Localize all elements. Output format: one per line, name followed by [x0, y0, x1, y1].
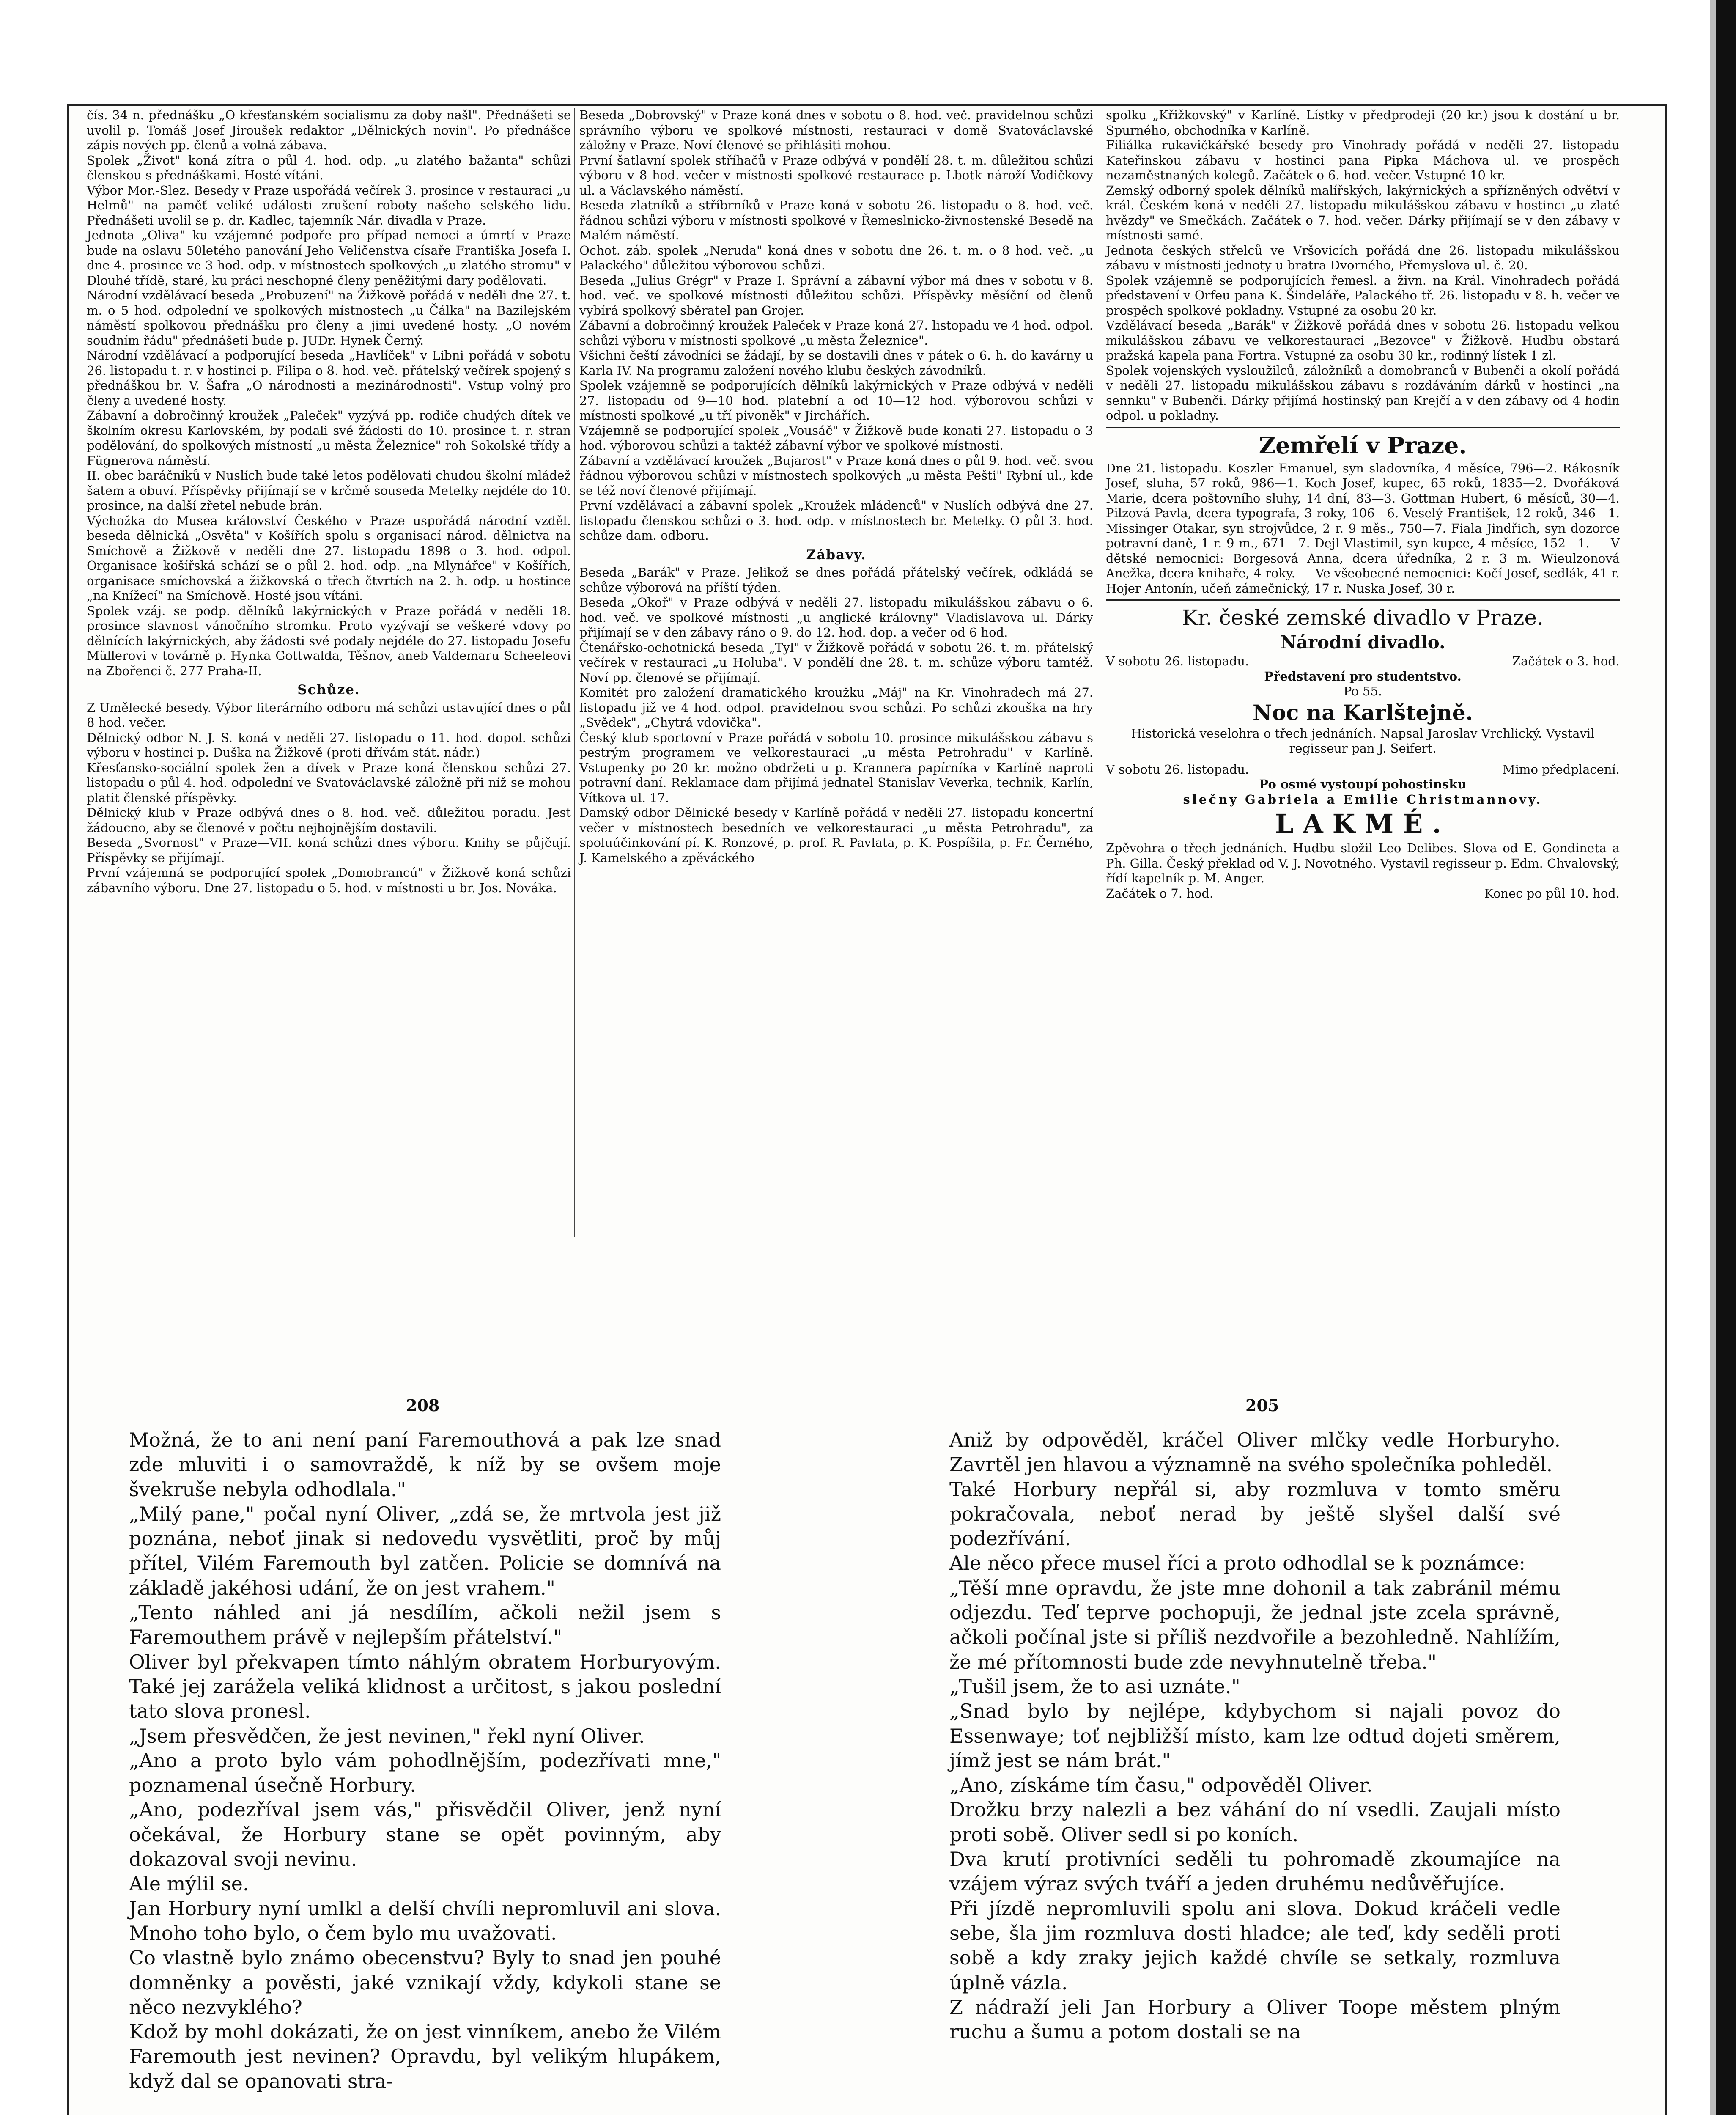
performance-1-note: Představení pro studentstvo. [1264, 669, 1462, 684]
performance-1-date: V sobotu 26. listopadu. [1106, 654, 1249, 668]
performance-2-note: Po osmé vystoupí pohostinsku [1259, 777, 1467, 791]
novel-paragraph: „Těší mne opravdu, že jste mne dohonil a tak zabránil mému odjezdu. Teď teprve pochopuji, že jednal jste zcela správně, ačkoli počínal jste si příliš nezdvořile a bezohledně. Nahlížím, že mé přítomnosti bude zde nevyhnutelně třeba." [949, 1576, 1560, 1673]
notice: Spolek vzáj. se podp. dělníků lakýrnických v Praze pořádá v neděli 18. prosince slavnost vánočního stromku. Proto vyzývají se veškeré vdovy po dělnících lakýrnických, aby žádosti své podaly nejdéle do 27. listopadu Josefu Müllerovi v továrně p. Hynka Gottwalda, Těšnov, aneb Valdemaru Scheeleovi na Zbořenci č. 277 Praha-II. [87, 603, 571, 678]
novel-paragraph: Aniž by odpověděl, kráčel Oliver mlčky vedle Horburyho. Zavrtěl jen hlavou a významně na svého společníka pohleděl. [949, 1428, 1560, 1476]
novel-paragraph: „Ano a proto bylo vám pohodlnějším, podezřívati mne," poznamenal úsečně Horbury. [129, 1749, 721, 1797]
performance-1-start: Začátek o 3. hod. [1512, 654, 1620, 668]
notices-column-1 [87, 108, 571, 895]
notice: Zábavní a dobročinný kroužek Paleček v Praze koná 27. listopadu ve 4 hod. odpol. schůzi výboru v místnosti spolkové „u města Železnice". [579, 318, 1093, 348]
notice: Národní vzdělávací a podporující beseda „Havlíček" v Libni pořádá v sobotu 26. listopadu t. r. v hostinci p. Filipa o 8. hod. več. přátelský večírek spojený s přednáškou br. V. Šafra „O národnosti a mezinárodnosti". Vstup volný pro členy a uvedené hosty. [87, 348, 571, 408]
performance-1-number: Po 55. [1343, 684, 1382, 698]
theatre-title: Kr. české zemské divadlo v Praze. [1182, 605, 1544, 630]
notice: Český klub sportovní v Praze pořádá v sobotu 10. prosince mikulášskou zábavu s pestrým programem ve velkorestauraci „u města Petrohradu" v Karlíně. Vstupenky po 20 kr. možno obdržeti u p. Krannera papírníka v Karlíně naproti potravní daní. Reklamace dam přijímá jednatel Stanislav Veverka, technik, Karlín, Vítkova ul. 17. [579, 730, 1093, 805]
performance-2-start: Začátek o 7. hod. [1106, 886, 1214, 901]
performance-2-description: Zpěvohra o třech jednáních. Hudbu složil Leo Delibes. Slova od E. Gondineta a Ph. Gilla. Český překlad od V. J. Novotného. Vystavil regisseur p. Edm. Chvalovský, řídí kapelník p. M. Anger. [1106, 841, 1620, 885]
novel-paragraph: Ale něco přece musel říci a proto odhodlal se k poznámce: [949, 1552, 1526, 1575]
novel-paragraph: „Tento náhled ani já nesdílím, ačkoli nežil jsem s Faremouthem právě v nejlepším přátelství." [129, 1601, 721, 1649]
notice: Zábavní a vzdělávací kroužek „Bujarost" v Praze koná dnes o půl 9. hod. več. svou řádnou výborovou schůzi v místnostech spolkových „u města Pešti" Rybní ul., kde se též noví členové přijímají. [579, 453, 1093, 498]
notice: Spolek vzájemně se podporujících dělníků lakýrnických v Praze odbývá v neděli 27. listopadu od 9—10 hod. platební a od 10—12 hod. výborovou schůzi v místnosti spolkové „u tří pivoněk" v Jirchářích. [579, 378, 1093, 423]
page-number-left: 208 [406, 1396, 440, 1415]
notices-column-3 [1106, 108, 1620, 901]
notices-column-2 [579, 108, 1093, 865]
notice: Vzdělávací beseda „Barák" v Žižkově pořádá dnes v sobotu 26. listopadu velkou mikulášskou zábavu ve velkorestauraci „Bezovce" v Žižkově. Hudbu obstará pražská kapela pana Fortra. Vstupné za osobu 30 kr., rodinný lístek 1 zl. [1106, 318, 1620, 363]
notice: II. obec baráčníků v Nuslích bude také letos podělovati chudou školní mládež šatem a obuví. Příspěvky přijímají se v krčmě souseda Metelky nejdéle do 10. prosince, na další zřetel nebude brán. [87, 468, 571, 513]
performance-2-times [1106, 886, 1620, 901]
scan-edge-dark [1716, 0, 1736, 2115]
notice: Zábavní a dobročinný kroužek „Paleček" vyzývá pp. rodiče chudých dítek ve školním okresu Karlovském, by podali své žádosti do 10. prosince t. r. stran podělování, do spolkových místností „u města Železnice" roh Sokolské třídy a Fügnerova náměstí. [87, 408, 571, 468]
notice: Vzájemně se podporující spolek „Vousáč" v Žižkově bude konati 27. listopadu o 3 hod. výborovou schůzi a taktéž zábavní výbor ve spolkové místnosti. [579, 423, 1093, 453]
notice: Zemský odborný spolek dělníků malířských, lakýrnických a spřízněných odvětví v král. Českém koná v neděli 27. listopadu mikulášskou zábavu v hostinci „u zlaté hvězdy" ve Smečkách. Začátek o 7. hod. večer. Dárky přijímají se v den zábavy v místnosti samé. [1106, 183, 1620, 242]
notice: Všichni čeští závodníci se žádají, by se dostavili dnes v pátek o 6. h. do kavárny u Karla IV. Na programu založení nového klubu českých závodníků. [579, 348, 1093, 378]
performance-1-line [1106, 654, 1620, 669]
novel-column-left [129, 1428, 721, 2093]
notice: Komitét pro založení dramatického kroužku „Máj" na Kr. Vinohradech má 27. listopadu již ve 4 hod. odpol. pravidelnou svou schůzi. Po schůzi zkouška na hry „Svědek", „Chytrá vdovička". [579, 685, 1093, 730]
notice: Dělnický odbor N. J. S. koná v neděli 27. listopadu o 11. hod. dopol. schůzi výboru v hostinci p. Duška na Žižkově (proti dřívám stát. nádr.) [87, 730, 571, 760]
performance-2-line [1106, 762, 1620, 777]
notice: Beseda „Okoř" v Praze odbývá v neděli 27. listopadu mikulášskou zábavu o 6. hod. več. ve spolkové místnosti „u anglické královny" Vladislavova ul. Dárky přijímají se v den zábavy ráno o 9. do 12. hod. dop. a večer od 6 hod. [579, 595, 1093, 640]
notice: Dělnický klub v Praze odbývá dnes o 8. hod. več. důležitou poradu. Jest žádoucno, aby se členové v počtu nejhojnějším dostavili. [87, 805, 571, 835]
notice: Beseda „Barák" v Praze. Jelikož se dnes pořádá přátelský večírek, odkládá se schůze výborová na příští týden. [579, 565, 1093, 595]
divider [1106, 599, 1620, 601]
notice: Spolek vojenských vysloužilců, záložníků a domobranců v Bubenči a okolí pořádá v neděli 27. listopadu mikulášskou zábavu s rozdáváním dárků v hostinci „na sennku" v Bubenči. Dárky přijímá hostinský pan Krejčí a v den zábavy od 4 hodin odpol. u pokladny. [1106, 363, 1620, 423]
novel-paragraph: „Milý pane," počal nyní Oliver, „zdá se, že mrtvola jest již poznána, neboť jinak si nedovedu vysvětliti, proč by můj přítel, Vilém Faremouth byl zatčen. Policie se domnívá na základě jakéhosi udání, že on jest vrahem." [129, 1502, 721, 1599]
novel-paragraph: „Jsem přesvědčen, že jest nevinen," řekl nyní Oliver. [129, 1724, 645, 1747]
novel-paragraph: Při jízdě nepromluvili spolu ani slova. Dokud kráčeli vedle sebe, šla jim rozmluva dosti hladce; ale teď, kdy seděli proti sobě a kdy zraky jejich každé chvíle se setkaly, rozmluva úplně vázla. [949, 1897, 1560, 1994]
theatre-subtitle: Národní divadlo. [1280, 632, 1445, 653]
notice: čís. 34 n. přednášku „O křesťanském socialismu za doby našl". Přednášeti se uvolil p. Tomáš Josef Jiroušek redaktor „Dělnických novin". Po přednášce zápis nových pp. členů a volná zábava. [87, 108, 571, 152]
notice: První vzájemná se podporující spolek „Domobrancú" v Žižkově koná schůzi zábavního výboru. Dne 27. listopadu o 5. hod. v místnosti u br. Jos. Nováka. [87, 865, 571, 895]
novel-paragraph: Kdož by mohl dokázati, že on jest vinníkem, anebo že Vilém Faremouth jest nevinen? Opravdu, byl velikým hlupákem, když dal se opanovati stra- [129, 2020, 721, 2093]
performance-2-date: V sobotu 26. listopadu. [1106, 762, 1249, 777]
notice: Beseda „Svornost" v Praze—VII. koná schůzi dnes výboru. Knihy se půjčují. Příspěvky se přijímají. [87, 835, 571, 865]
deaths-list: Dne 21. listopadu. Koszler Emanuel, syn sladovníka, 4 měsíce, 796—2. Rákosník Josef, sluha, 57 roků, 986—1. Koch Josef, kupec, 65 roků, 1835—2. Dvořáková Marie, dcera poštovního sluhy, 14 dní, 83—3. Gottman Hubert, 6 měsíců, 30—4. Pilzová Pavla, dcera typografa, 3 roky, 106—6. Veselý František, 12 roků, 346—1. Missinger Otakar, syn strojvůdce, 2 r. 9 měs., 750—7. Fiala Jindřich, syn dozorce potravní daně, 1 r. 9 m., 671—7. Dejl Vlastimil, syn kupce, 4 měsíce, 152—1. — V dětské nemocnici: Borgesová Anna, dcera úředníka, 2 r. 3 m. Wieulzonová Anežka, dcera knihaře, 4 roky. — Ve všeobecné nemocnici: Kočí Josef, sedlák, 41 r. Hojer Antonín, učeň zámečnický, 17 r. Nuska Josef, 30 r. [1106, 461, 1620, 596]
notice: Křesťansko-sociální spolek žen a dívek v Praze koná členskou schůzi 27. listopadu o půl 4. hod. odpolední ve Svatováclavské záložně při níž se mohou platit členské příspěvky. [87, 760, 571, 805]
notice: Spolek „Život" koná zítra o půl 4. hod. odp. „u zlatého bažanta" schůzi členskou s přednáškami. Hosté vítáni. [87, 153, 571, 182]
column-rule [574, 108, 575, 1237]
notice: Beseda zlatníků a stříbrníků v Praze koná v sobotu 26. listopadu o 8. hod. več. řádnou schůzi výboru v místnosti spolkové v Řemeslnicko-živnostenské Besedě na Malém náměstí. [579, 198, 1093, 242]
performance-2-guests: slečny Gabriela a Emilie Christmannovy. [1183, 792, 1543, 807]
novel-paragraph: Také Horbury nepřál si, aby rozmluva v tomto směru pokračovala, neboť nerad by ještě slyšel další své podezřívání. [949, 1478, 1560, 1550]
novel-paragraph: „Ano, získáme tím času," odpověděl Oliver. [949, 1774, 1373, 1797]
novel-paragraph: „Ano, podezříval jsem vás," přisvědčil Oliver, jenž nyní očekával, že Horbury stane se opět povinným, aby dokazoval svoji nevinu. [129, 1798, 721, 1871]
notice: Beseda „Dobrovský" v Praze koná dnes v sobotu o 8. hod. več. pravidelnou schůzi správního výboru ve spolkové místnosti, restauraci v domě Svatováclavské záložny v Praze. Noví členové se přihlásiti mohou. [579, 108, 1093, 152]
notice: Jednota „Oliva" ku vzájemné podpoře pro případ nemoci a úmrtí v Praze bude na oslavu 50letého panování Jeho Veličenstva císaře Františka Josefa I. dne 4. prosince ve 3 hod. odp. v místnostech spolkových „u zlatého stromu" v Dlouhé třídě, staré, ku práci neschopné členy peněžitými dary podělovati. [87, 228, 571, 288]
performance-2-subscription: Mimo předplacení. [1502, 762, 1620, 777]
scan-edge-light [1710, 0, 1716, 2115]
notice: Jednota českých střelců ve Vršovicích pořádá dne 26. listopadu mikulášskou zábavu v místnosti jednoty u bratra Dvorného, Přemyslova ul. č. 20. [1106, 243, 1620, 272]
novel-paragraph: Dva krutí protivníci seděli tu pohromadě zkoumajíce na vzájem výraz svých tváří a jeden druhému nedůvěřujíce. [949, 1848, 1560, 1895]
novel-paragraph: Možná, že to ani není paní Faremouthová a pak lze snad zde mluviti i o samovraždě, k níž by se ovšem moje švekruše nebyla odhodlala." [129, 1428, 721, 1501]
notice: Damský odbor Dělnické besedy v Karlíně pořádá v neděli 27. listopadu koncertní večer v místnostech besedních ve velkorestauraci „u města Petrohradu", za spoluúčinkování pí. K. Ronzové, p. prof. R. Pavlata, p. K. Pospíšila, p. Fr. Černého, J. Kamelského a zpěváckého [579, 805, 1093, 865]
novel-paragraph: Z nádraží jeli Jan Horbury a Oliver Toope městem plným ruchu a šumu a potom dostali se na [949, 1995, 1560, 2044]
notice: Výbor Mor.-Slez. Besedy v Praze uspořádá večírek 3. prosince v restauraci „u Helmů" na paměť veliké události zrušení roboty našeho selského lidu. Přednášeti uvolil se p. dr. Kadlec, tajemník Nár. divadla v Praze. [87, 183, 571, 228]
notice: Spolek vzájemně se podporujících řemesl. a živn. na Král. Vinohradech pořádá představení v Orfeu pana K. Šindeláře, Palackého tř. 26. listopadu v 8. h. večer ve prospěch spolkové pokladny. Vstupné za osobu 20 kr. [1106, 273, 1620, 318]
notice: Výchožka do Musea království Českého v Praze uspořádá národní vzděl. beseda dělnická „Osvěta" v Košířích spolu s organisací národ. dělnictva na Smíchově a Žižkově v neděli dne 27. listopadu 1898 o 3. hod. odpol. Organisace košířská schází se o půl 2. hod. odp. „na Mlynářce" v Košířích, organisace smíchovská a žižkovská o třech čtvrtích na 2. h. odp. u hostince „na Knížecí" na Smíchově. Hosté jsou vítáni. [87, 513, 571, 603]
notice: Ochot. záb. spolek „Neruda" koná dnes v sobotu dne 26. t. m. o 8 hod. več. „u Palackého" důležitou výborovou schůzi. [579, 243, 1093, 272]
performance-1-description: Historická veselohra o třech jednáních. Napsal Jaroslav Vrchlický. Vystavil regisseur pan J. Seifert. [1131, 726, 1595, 755]
novel-paragraph: „Snad bylo by nejlépe, kdybychom si najali povoz do Essenwaye; toť nejbližší místo, kam lze odtud dojeti směrem, jímž jest se nám brát." [949, 1700, 1560, 1772]
section-heading-zabavy: Zábavy. [806, 547, 867, 563]
section-heading-schuze: Schůze. [297, 682, 360, 698]
performance-2-end: Konec po půl 10. hod. [1484, 886, 1620, 901]
novel-paragraph: Co vlastně bylo známo obecenstvu? Byly to snad jen pouhé domněnky a pověsti, jaké vznikají vždy, kdykoli stane se něco nezvyklého? [129, 1946, 721, 2019]
novel-paragraph: Oliver byl překvapen tímto náhlým obratem Horburyovým. Také jej zarážela veliká klidnost a určitost, s jakou poslední tato slova pronesl. [129, 1650, 721, 1723]
notice: Filiálka rukavičkářské besedy pro Vinohrady pořádá v neděli 27. listopadu Kateřinskou zábavu v hostinci pana Pipka Máchova ul. ve prospěch nezaměstnaných kolegů. Začátek o 6. hod. večer. Vstupné 10 kr. [1106, 138, 1620, 182]
divider [1106, 427, 1620, 428]
deaths-heading: Zemřelí v Praze. [1259, 431, 1467, 459]
page-number-right: 205 [1245, 1396, 1279, 1415]
novel-column-right [949, 1428, 1560, 2044]
notice: První vzdělávací a zábavní spolek „Kroužek mládenců" v Nuslích odbývá dne 27. listopadu členskou schůzi o 3. hod. odp. v místnostech br. Metelky. O půl 3. hod. schůze dam. odboru. [579, 498, 1093, 543]
performance-2-title: LAKMÉ. [1275, 808, 1451, 839]
notice: První šatlavní spolek stříhačů v Praze odbývá v pondělí 28. t. m. důležitou schůzi výboru v 8 hod. večer v místnosti spolkové restaurace p. Lbotk nároží Vodičkovy ul. a Václavského náměstí. [579, 153, 1093, 198]
notice: Beseda „Julius Grégr" v Praze I. Správní a zábavní výbor má dnes v sobotu v 8. hod. več. ve spolkové místnosti důležitou schůzi. Příspěvky měsíční od členů vybírá spolkový sběratel pan Grojer. [579, 273, 1093, 318]
novel-paragraph: Drožku brzy nalezli a bez váhání do ní vsedli. Zaujali místo proti sobě. Oliver sedl si po koních. [949, 1798, 1560, 1846]
notice: Čtenářsko-ochotnická beseda „Tyl" v Žižkově pořádá v sobotu 26. t. m. přátelský večírek v restauraci „u Holuba". V pondělí dne 28. t. m. schůze výboru tamtéž. Noví pp. členové se přijímají. [579, 640, 1093, 685]
novel-paragraph: „Tušil jsem, že to asi uznáte." [949, 1675, 1240, 1698]
novel-paragraph: Ale mýlil se. [129, 1872, 249, 1895]
novel-paragraph: Jan Horbury nyní umlkl a delší chvíli nepromluvil ani slova. Mnoho toho bylo, o čem bylo mu uvažovati. [129, 1897, 721, 1945]
notice: Národní vzdělávací beseda „Probuzení" na Žižkově pořádá v neděli dne 27. t. m. o 5 hod. odpolední ve spolkových místnostech „u Čálka" na Bazilejském náměstí spolkovou přednášku pro členy a jimi uvedené hosty. „O novém soudním řádu" přednášeti bude p. JUDr. Hynek Černý. [87, 288, 571, 348]
notice: spolku „Křižkovský" v Karlíně. Lístky v předprodeji (20 kr.) jsou k dostání u br. Spurného, obchodníka v Karlíně. [1106, 108, 1620, 137]
performance-1-title: Noc na Karlštejně. [1253, 700, 1473, 725]
notice: Z Umělecké besedy. Výbor literárního odboru má schůzi ustavující dnes o půl 8 hod. večer. [87, 700, 571, 730]
